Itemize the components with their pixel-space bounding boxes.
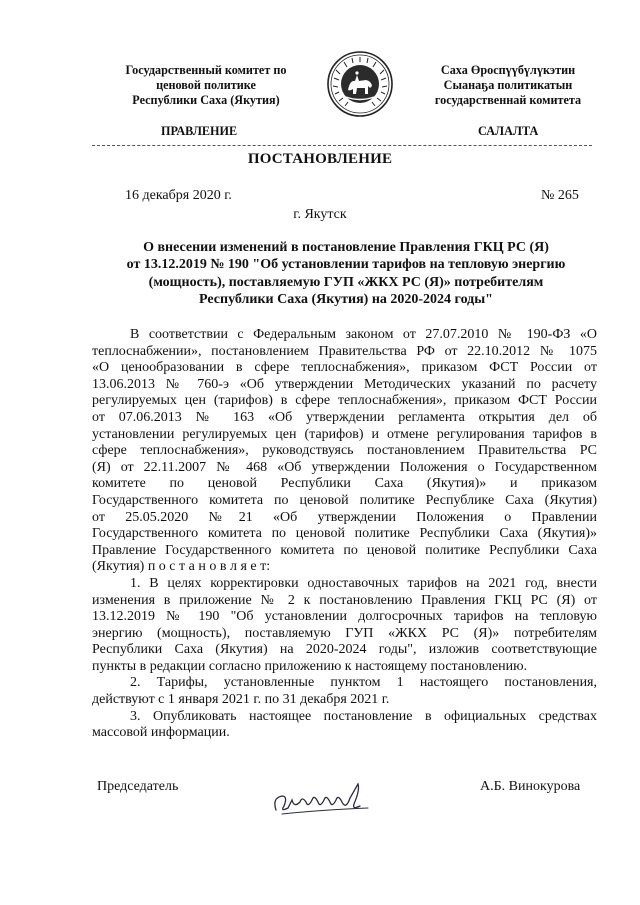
header-left-org xyxy=(100,63,312,108)
header-left-line: ценовой политике xyxy=(156,78,256,92)
body-paragraph-item-2 xyxy=(92,675,597,708)
subject-line: О внесении изменений в постановление Правления ГКЦ РС (Я) xyxy=(143,240,549,255)
document-body xyxy=(92,327,597,742)
body-line: регулируемых цен (тарифов) в сфере теплоснабжения», приказом ФСТ России xyxy=(92,393,597,409)
header-left-line: Республики Саха (Якутия) xyxy=(132,93,280,107)
body-line: Правление Государственного комитета по ценовой политике Республики Саха xyxy=(92,542,597,558)
header-left-sub: ПРАВЛЕНИЕ xyxy=(161,124,238,138)
body-line: от 07.06.2013 № 163 «Об утверждении регламента открытия дел об xyxy=(92,409,597,425)
body-line: теплоснабжении», постановлением Правительства РФ от 22.10.2012 № 1075 xyxy=(92,343,597,359)
body-line: изменения в приложение № 2 к постановлению Правления ГКЦ РС (Я) от xyxy=(92,592,597,608)
subject-line: Республики Саха (Якутия) на 2020-2024 годы" xyxy=(199,292,493,308)
document-date: 16 декабря 2020 г. xyxy=(125,188,232,203)
body-line: Республики Саха (Якутия) на 2020-2024 годы", изложив соответствующие xyxy=(92,642,597,658)
body-line: комитете по ценовой Республики Саха (Якутия)» и приказом xyxy=(92,476,597,492)
body-line: массовой информации. xyxy=(92,725,230,741)
signature-icon xyxy=(270,780,380,820)
header-left-line: Государственный комитет по xyxy=(125,63,287,77)
subject-line: от 13.12.2019 № 190 "Об установлении тарифов на тепловую энергию xyxy=(126,257,566,273)
body-line: действуют с 1 января 2021 г. по 31 декабря 2021 г. xyxy=(92,692,390,708)
body-line: 2. Тарифы, установленные пунктом 1 настоящего постановления, xyxy=(130,675,597,691)
body-line: от 25.05.2020 №21 «Об утверждении Положения о Правлении xyxy=(92,509,597,525)
document-number: № 265 xyxy=(541,188,579,203)
body-paragraph-preamble xyxy=(92,327,597,576)
coat-of-arms-emblem xyxy=(326,50,394,118)
body-line: 13.12.2019 № 190 "Об установлении долгосрочных тарифов на тепловую xyxy=(92,609,597,625)
body-line: 3. Опубликовать настоящее постановление в официальных средствах xyxy=(130,708,597,724)
header-right-line: Сыанаҕа политикатын xyxy=(443,78,573,92)
body-paragraph-item-1 xyxy=(92,576,597,676)
body-line: «О ценообразовании в сфере теплоснабжения», приказом ФСТ России от xyxy=(92,360,597,376)
signature-name: А.Б. Винокурова xyxy=(480,779,581,794)
body-line: 1. В целях корректировки одноставочных тарифов на 2021 год, внести xyxy=(130,575,597,591)
body-line: (Якутия) п о с т а н о в л я е т: xyxy=(92,559,271,575)
body-line: установлении регулируемых цен (тарифов) и отмене регулирования тарифов в xyxy=(92,426,597,442)
body-line: сфере теплоснабжения», руководствуясь постановлением Правительства РС xyxy=(92,443,597,459)
body-line: Государственного комитета по ценовой политике Республики Саха (Якутия)» xyxy=(92,526,597,542)
document-city: г. Якутск xyxy=(293,207,347,222)
document-title: ПОСТАНОВЛЕНИЕ xyxy=(247,151,393,167)
body-line: пункты в редакции согласно приложению к настоящему постановлению. xyxy=(92,658,528,674)
handwritten-signature xyxy=(270,780,380,820)
header-divider xyxy=(92,145,592,147)
header-right-sub: САЛАЛТА xyxy=(478,124,539,138)
body-line: Государственного комитета по ценовой политике Республике Саха (Якутия) xyxy=(92,492,597,508)
document-subject xyxy=(92,239,600,309)
header-right-line: Саха Өроспүүбүлүкэтин xyxy=(440,63,576,77)
signature-position: Председатель xyxy=(97,779,179,794)
subject-line: (мощность), поставляемую ГУП «ЖКХ РС (Я)» потребителям xyxy=(148,274,544,290)
coat-of-arms-icon xyxy=(326,50,394,118)
body-line: 13.06.2013 № 760-э «Об утверждении Методических указаний по расчету xyxy=(92,376,597,392)
body-line: (Я) от 22.11.2007 № 468 «Об утверждении Положения о Государственном xyxy=(92,459,597,475)
body-paragraph-item-3 xyxy=(92,709,597,742)
header-right-line: государственнай комитета xyxy=(434,93,582,107)
body-line: энергию (мощность), поставляемую ГУП «ЖКХ РС (Я)» потребителям xyxy=(92,625,597,641)
body-line: В соответствии с Федеральным законом от 27.07.2010 № 190-ФЗ «О xyxy=(130,327,597,342)
header-right-org xyxy=(406,63,610,108)
